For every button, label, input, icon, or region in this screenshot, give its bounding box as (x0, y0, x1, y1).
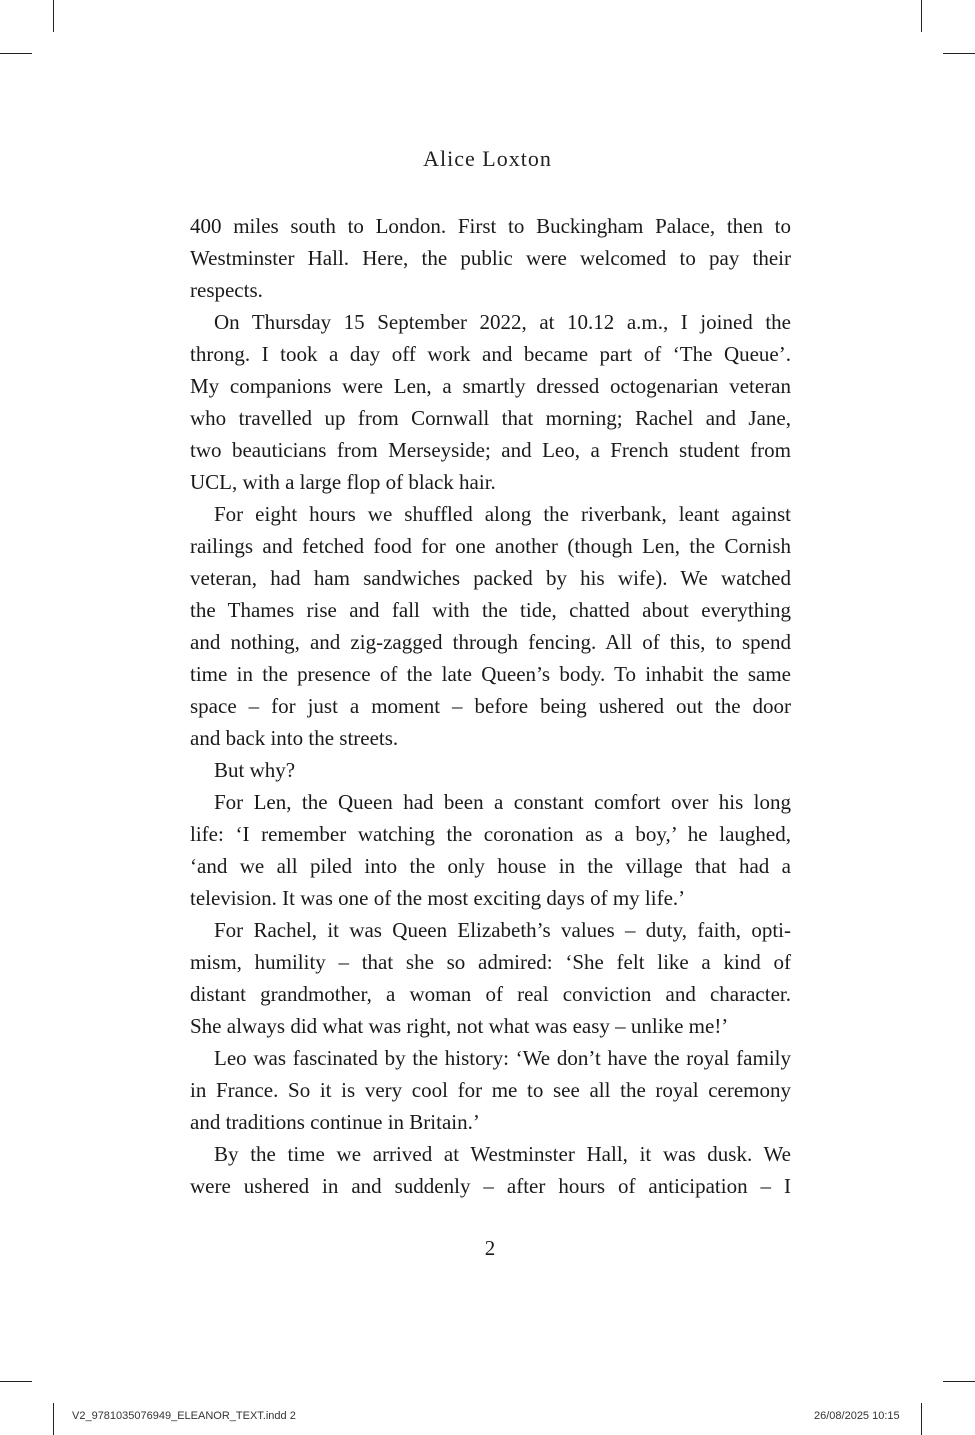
crop-mark-bottom-right-horizontal (943, 1381, 975, 1382)
crop-mark-bottom-left-vertical (53, 1403, 54, 1435)
paragraph-first-line: For Len, the Queen had been a constant comfort over his long (214, 790, 791, 814)
crop-mark-top-right-vertical (921, 0, 922, 32)
paragraph-first-line: By the time we arrived at Westminster Hall, it was dusk. We (214, 1142, 791, 1166)
text-line: were ushered in and suddenly – after hours of anticipation – I (190, 1174, 791, 1198)
text-line: veteran, had ham sandwiches packed by his wife). We watched (190, 566, 791, 590)
text-line: railings and fetched food for one another (though Len, the Cornish (190, 534, 791, 558)
text-line: mism, humility – that she so admired: ‘She felt like a kind of (190, 950, 791, 974)
running-head-author: Alice Loxton (423, 146, 552, 171)
slug-filename: V2_9781035076949_ELEANOR_TEXT.indd 2 (72, 1410, 296, 1422)
paragraph-first-line: Leo was fascinated by the history: ‘We don’t have the royal family (214, 1046, 791, 1070)
text-line: in France. So it is very cool for me to see all the royal ceremony (190, 1078, 791, 1102)
paragraph-first-line: For eight hours we shuffled along the riverbank, leant against (214, 502, 791, 526)
text-line: space – for just a moment – before being ushered out the door (190, 694, 791, 718)
text-line: She always did what was right, not what was easy – unlike me!’ (190, 1014, 729, 1038)
text-line: the Thames rise and fall with the tide, chatted about everything (190, 598, 791, 622)
paragraph-first-line: But why? (214, 758, 296, 782)
text-line: ‘and we all piled into the only house in the village that had a (190, 854, 791, 878)
text-line: two beauticians from Merseyside; and Leo, a French student from (190, 438, 791, 462)
text-line: UCL, with a large flop of black hair. (190, 470, 496, 494)
text-line: television. It was one of the most exciting days of my life.’ (190, 886, 686, 910)
crop-mark-top-right-horizontal (943, 53, 975, 54)
crop-mark-bottom-left-horizontal (0, 1381, 32, 1382)
text-line: and traditions continue in Britain.’ (190, 1110, 480, 1134)
crop-mark-top-left-horizontal (0, 53, 32, 54)
crop-mark-bottom-right-vertical (921, 1403, 922, 1435)
text-line: who travelled up from Cornwall that morning; Rachel and Jane, (190, 406, 791, 430)
page-number: 2 (484, 1236, 496, 1260)
text-line: and nothing, and zig-zagged through fencing. All of this, to spend (190, 630, 791, 654)
text-line: 400 miles south to London. First to Buckingham Palace, then to (190, 214, 791, 238)
paragraph-first-line: On Thursday 15 September 2022, at 10.12 a.m., I joined the (214, 310, 791, 334)
text-line: respects. (190, 278, 263, 302)
text-line: Westminster Hall. Here, the public were welcomed to pay their (190, 246, 791, 270)
body-text (190, 210, 791, 1202)
text-line: and back into the streets. (190, 726, 399, 750)
paragraph-first-line: For Rachel, it was Queen Elizabeth’s values – duty, faith, opti- (214, 918, 791, 942)
crop-mark-top-left-vertical (53, 0, 54, 32)
text-line: time in the presence of the late Queen’s body. To inhabit the same (190, 662, 791, 686)
slug-timestamp: 26/08/2025 10:15 (814, 1410, 900, 1422)
text-line: My companions were Len, a smartly dressed octogenarian veteran (190, 374, 791, 398)
text-line: throng. I took a day off work and became part of ‘The Queue’. (190, 342, 791, 366)
text-line: life: ‘I remember watching the coronation as a boy,’ he laughed, (190, 822, 791, 846)
text-line: distant grandmother, a woman of real conviction and character. (190, 982, 791, 1006)
